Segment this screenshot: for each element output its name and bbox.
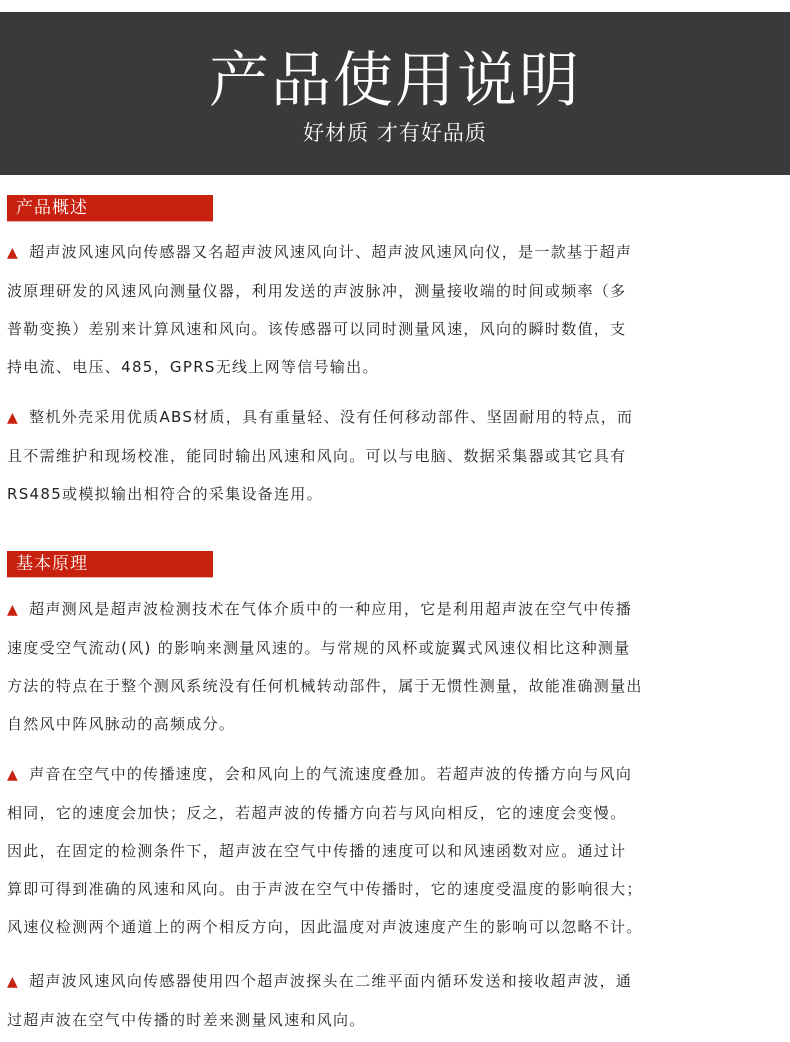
paragraph-line: 方法的特点在于整个测风系统没有任何机械转动部件，属于无惯性测量，故能准确测量出 [7, 677, 643, 695]
paragraph-line: ▲ 声音在空气中的传播速度，会和风向上的气流速度叠加。若超声波的传播方向与风向 [7, 765, 633, 783]
red-triangle-icon: ▲ [7, 245, 20, 261]
red-triangle-icon: ▲ [7, 602, 20, 618]
red-triangle-icon: ▲ [7, 410, 20, 426]
paragraph-line: ▲ 整机外壳采用优质ABS材质，具有重量轻、没有任何移动部件、坚固耐用的特点，而 [7, 408, 634, 426]
paragraph-line: 且不需维护和现场校准，能同时输出风速和风向。可以与电脑、数据采集器或其它具有 [7, 447, 627, 465]
paragraph-line: 波原理研发的风速风向测量仪器，利用发送的声波脉冲，测量接收端的时间或频率（多 [7, 282, 627, 300]
red-triangle-icon: ▲ [7, 767, 20, 783]
section-heading-principle: 基本原理 [7, 551, 213, 577]
paragraph-line: ▲ 超声波风速风向传感器又名超声波风速风向计、超声波风速风向仪，是一款基于超声 [7, 243, 633, 261]
paragraph-line: 算即可得到准确的风速和风向。由于声波在空气中传播时，它的速度受温度的影响很大； [7, 880, 643, 898]
page-subtitle: 好材质 才有好品质 [303, 121, 487, 145]
paragraph-line: 相同，它的速度会加快；反之，若超声波的传播方向若与风向相反，它的速度会变慢。 [7, 804, 627, 822]
paragraph-principle-1 [7, 590, 785, 743]
paragraph-line: 因此，在固定的检测条件下，超声波在空气中传播的速度可以和风速函数对应。通过计 [7, 842, 627, 860]
header-banner [0, 12, 790, 175]
paragraph-overview-2 [7, 398, 785, 513]
paragraph-principle-3 [7, 962, 785, 1039]
paragraph-line: ▲ 超声测风是超声波检测技术在气体介质中的一种应用，它是利用超声波在空气中传播 [7, 600, 633, 618]
section-divider [7, 221, 213, 222]
paragraph-line: 自然风中阵风脉动的高频成分。 [7, 715, 236, 733]
paragraph-principle-2 [7, 755, 785, 946]
paragraph-line: 普勒变换）差别来计算风速和风向。该传感器可以同时测量风速，风向的瞬时数值，支 [7, 320, 627, 338]
paragraph-line: 速度受空气流动(风) 的影响来测量风速的。与常规的风杯或旋翼式风速仪相比这种测量 [7, 639, 631, 657]
paragraph-line: 过超声波在空气中传播的时差来测量风速和风向。 [7, 1011, 366, 1029]
paragraph-overview-1 [7, 233, 785, 386]
top-margin-strip [0, 0, 790, 12]
paragraph-line: 风速仪检测两个通道上的两个相反方向，因此温度对声波速度产生的影响可以忽略不计。 [7, 918, 643, 936]
section-divider [7, 577, 213, 578]
red-triangle-icon: ▲ [7, 974, 20, 990]
paragraph-line: 持电流、电压、485，GPRS无线上网等信号输出。 [7, 358, 379, 376]
page-title: 产品使用说明 [209, 46, 581, 116]
paragraph-line: ▲ 超声波风速风向传感器使用四个超声波探头在二维平面内循环发送和接收超声波，通 [7, 972, 633, 990]
paragraph-line: RS485或模拟输出相符合的采集设备连用。 [7, 485, 323, 503]
section-heading-overview: 产品概述 [7, 195, 213, 221]
